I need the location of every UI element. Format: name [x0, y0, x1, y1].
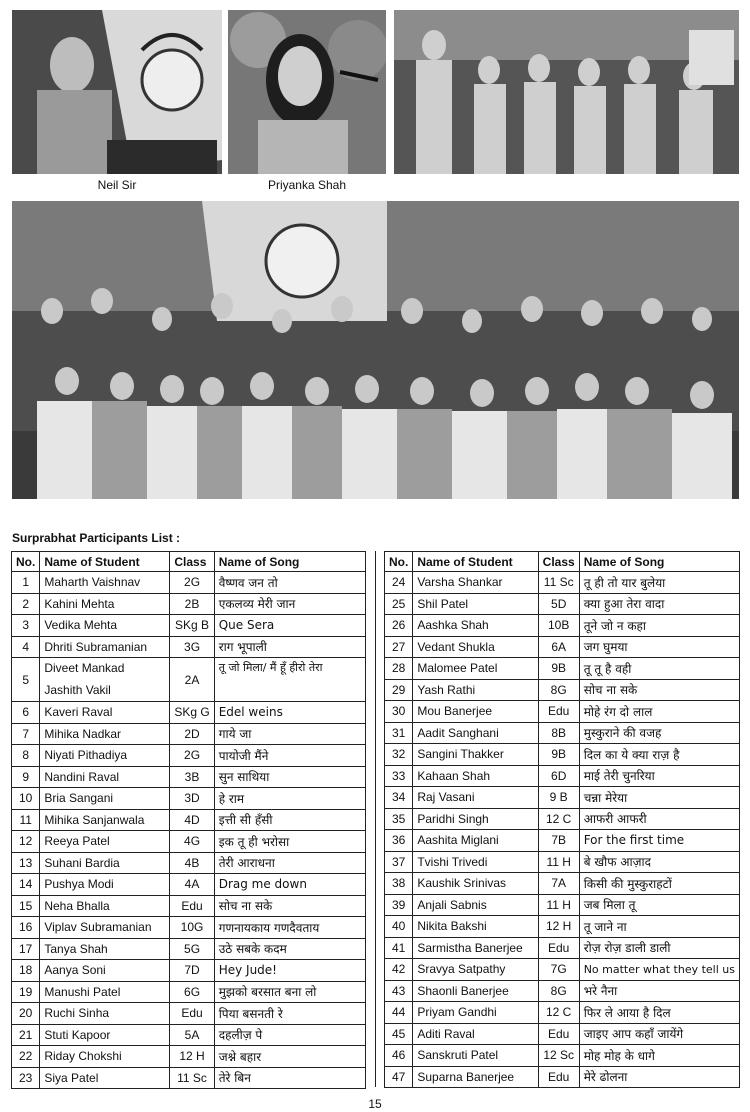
cell-name: Sangini Thakker: [413, 744, 538, 766]
table-row: [385, 679, 740, 701]
table-row: [12, 636, 366, 658]
cell-no: 17: [12, 938, 40, 960]
table-row: [12, 895, 366, 917]
cell-no: 41: [385, 937, 413, 959]
cell-no: 35: [385, 808, 413, 830]
table-row: [385, 916, 740, 938]
table-header-row: [12, 552, 366, 572]
cell-class: 7A: [538, 873, 579, 895]
cell-no: 29: [385, 679, 413, 701]
photo-priyanka-shah: [228, 10, 386, 174]
cell-name: Kaushik Srinivas: [413, 873, 538, 895]
cell-name: Mihika Sanjanwala: [40, 809, 170, 831]
cell-class: 4D: [170, 809, 214, 831]
cell-class: Edu: [538, 701, 579, 723]
cell-song: तू ही तो यार बुलेया: [579, 572, 739, 594]
cell-name: Kahaan Shah: [413, 765, 538, 787]
cell-song: जश्ने बहार: [214, 1046, 365, 1068]
cell-class: 6A: [538, 636, 579, 658]
table-row: [12, 615, 366, 637]
cell-no: 46: [385, 1045, 413, 1067]
cell-no: 11: [12, 809, 40, 831]
table-row: [385, 787, 740, 809]
cell-class: 3G: [170, 636, 214, 658]
table-row: [385, 744, 740, 766]
cell-no: 40: [385, 916, 413, 938]
cell-name: Anjali Sabnis: [413, 894, 538, 916]
cell-no: 13: [12, 852, 40, 874]
table-row: [12, 960, 366, 982]
cell-name: Mou Banerjee: [413, 701, 538, 723]
cell-class: 4G: [170, 831, 214, 853]
table-row: [12, 745, 366, 767]
cell-class: 4B: [170, 852, 214, 874]
cell-class: 12 H: [538, 916, 579, 938]
table-row: [12, 723, 366, 745]
cell-no: 30: [385, 701, 413, 723]
table-row: [385, 959, 740, 981]
cell-class: 8G: [538, 679, 579, 701]
cell-class: 8G: [538, 980, 579, 1002]
cell-song: गाये जा: [214, 723, 365, 745]
cell-class: Edu: [538, 1066, 579, 1088]
table-row: [12, 938, 366, 960]
cell-no: 9: [12, 766, 40, 788]
cell-name: Bria Sangani: [40, 788, 170, 810]
cell-song: बे खौफ आज़ाद: [579, 851, 739, 873]
cell-song: सोच ना सके: [579, 679, 739, 701]
cell-song: मोहे रंग दो लाल: [579, 701, 739, 723]
cell-no: 15: [12, 895, 40, 917]
cell-no: 43: [385, 980, 413, 1002]
cell-class: 9B: [538, 658, 579, 680]
cell-no: 14: [12, 874, 40, 896]
cell-class: 7G: [538, 959, 579, 981]
cell-no: 7: [12, 723, 40, 745]
table-row: [385, 615, 740, 637]
cell-name: Tvishi Trivedi: [413, 851, 538, 873]
cell-song: तेरी आराधना: [214, 852, 365, 874]
table-row: [385, 722, 740, 744]
cell-name: Yash Rathi: [413, 679, 538, 701]
cell-class: Edu: [170, 1003, 214, 1025]
cell-no: 8: [12, 745, 40, 767]
cell-song: जग घुमया: [579, 636, 739, 658]
cell-song: मोह मोह के धागे: [579, 1045, 739, 1067]
cell-no: 5: [12, 658, 40, 702]
cell-no: 38: [385, 873, 413, 895]
cell-class: 10G: [170, 917, 214, 939]
cell-class: 9B: [538, 744, 579, 766]
cell-class: 8B: [538, 722, 579, 744]
cell-song: तूने जो न कहा: [579, 615, 739, 637]
cell-no: 24: [385, 572, 413, 594]
cell-song: इक तू ही भरोसा: [214, 831, 365, 853]
header-name: Name of Student: [40, 552, 170, 572]
cell-name: Pushya Modi: [40, 874, 170, 896]
cell-song: आफरी आफरी: [579, 808, 739, 830]
cell-song: तेरे बिन: [214, 1067, 365, 1089]
cell-song: भरे नैना: [579, 980, 739, 1002]
caption-priyanka-shah: Priyanka Shah: [267, 178, 347, 192]
header-no: No.: [12, 552, 40, 572]
cell-song: दहलीज़ पे: [214, 1024, 365, 1046]
cell-song: हे राम: [214, 788, 365, 810]
cell-class: 2G: [170, 572, 214, 594]
table-row: [385, 1023, 740, 1045]
table-row: [12, 1024, 366, 1046]
cell-class: 5G: [170, 938, 214, 960]
cell-song: किसी की मुस्कुराहटों: [579, 873, 739, 895]
cell-name: Vedika Mehta: [40, 615, 170, 637]
cell-song: मुझको बरसात बना लो: [214, 981, 365, 1003]
cell-song: पिया बसनती रे: [214, 1003, 365, 1025]
table-row: [385, 894, 740, 916]
cell-no: 10: [12, 788, 40, 810]
cell-song: Que Sera: [214, 615, 365, 637]
cell-no: 28: [385, 658, 413, 680]
cell-name: Kaveri Raval: [40, 702, 170, 724]
cell-name: Varsha Shankar: [413, 572, 538, 594]
cell-no: 12: [12, 831, 40, 853]
cell-song: जब मिला तू: [579, 894, 739, 916]
cell-song: राग भूपाली: [214, 636, 365, 658]
table-row: [385, 636, 740, 658]
cell-class: 3B: [170, 766, 214, 788]
table-row: [12, 572, 366, 594]
table-row: [385, 765, 740, 787]
cell-no: 45: [385, 1023, 413, 1045]
cell-no: 31: [385, 722, 413, 744]
table-row: [12, 1046, 366, 1068]
cell-song: उठे सबके कदम: [214, 938, 365, 960]
table-row: [12, 981, 366, 1003]
cell-class: 6G: [170, 981, 214, 1003]
cell-song: Drag me down: [214, 874, 365, 896]
header-no: No.: [385, 552, 413, 572]
cell-no: 16: [12, 917, 40, 939]
cell-no: 25: [385, 593, 413, 615]
cell-name: Raj Vasani: [413, 787, 538, 809]
table-row: [385, 1066, 740, 1088]
table-row: [385, 701, 740, 723]
cell-class: 12 Sc: [538, 1045, 579, 1067]
cell-name: Tanya Shah: [40, 938, 170, 960]
cell-class: 2B: [170, 593, 214, 615]
cell-class: Edu: [170, 895, 214, 917]
cell-name: Aashka Shah: [413, 615, 538, 637]
table-row: [12, 874, 366, 896]
cell-song: जाइए आप कहाँ जायेंगे: [579, 1023, 739, 1045]
table-row: [12, 658, 366, 702]
table-row: [385, 572, 740, 594]
cell-class: 12 C: [538, 808, 579, 830]
table-header-row: [385, 552, 740, 572]
cell-song: माई तेरी चुनरिया: [579, 765, 739, 787]
photo-neil-sir: [12, 10, 222, 174]
cell-song: सोच ना सके: [214, 895, 365, 917]
cell-name: Aadit Sanghani: [413, 722, 538, 744]
participants-table-right: [384, 551, 740, 1088]
cell-class: 5D: [538, 593, 579, 615]
cell-name: Kahini Mehta: [40, 593, 170, 615]
cell-name: Siya Patel: [40, 1067, 170, 1089]
cell-song: तू जाने ना: [579, 916, 739, 938]
cell-name: Sarmistha Banerjee: [413, 937, 538, 959]
cell-song: सुन साथिया: [214, 766, 365, 788]
cell-name: Aashita Miglani: [413, 830, 538, 852]
cell-no: 19: [12, 981, 40, 1003]
cell-no: 26: [385, 615, 413, 637]
cell-name: Nikita Bakshi: [413, 916, 538, 938]
cell-class: 11 H: [538, 851, 579, 873]
cell-class: 11 Sc: [538, 572, 579, 594]
table-row: [385, 851, 740, 873]
cell-song: क्या हुआ तेरा वादा: [579, 593, 739, 615]
cell-no: 34: [385, 787, 413, 809]
cell-class: 9 B: [538, 787, 579, 809]
cell-song: Edel weins: [214, 702, 365, 724]
cell-class: 4A: [170, 874, 214, 896]
cell-song: रोज़ रोज़ डाली डाली: [579, 937, 739, 959]
table-row: [385, 1002, 740, 1024]
cell-no: 22: [12, 1046, 40, 1068]
cell-name: Aanya Soni: [40, 960, 170, 982]
header-name: Name of Student: [413, 552, 538, 572]
header-class: Class: [170, 552, 214, 572]
student-name: Jashith Vakil: [44, 682, 111, 697]
table-row: [12, 1067, 366, 1089]
cell-name: Suhani Bardia: [40, 852, 170, 874]
cell-name: Niyati Pithadiya: [40, 745, 170, 767]
cell-no: 36: [385, 830, 413, 852]
cell-no: 18: [12, 960, 40, 982]
cell-song: तू तू है वही: [579, 658, 739, 680]
cell-no: 1: [12, 572, 40, 594]
cell-name: [40, 658, 170, 702]
cell-no: 6: [12, 702, 40, 724]
cell-song: इत्ती सी हँसी: [214, 809, 365, 831]
cell-name: Suparna Banerjee: [413, 1066, 538, 1088]
cell-name: Mihika Nadkar: [40, 723, 170, 745]
cell-no: 23: [12, 1067, 40, 1089]
cell-song: तू जो मिला/ मैं हूँ हीरो तेरा: [214, 658, 365, 702]
cell-song: पायोजी मैंने: [214, 745, 365, 767]
table-row: [12, 917, 366, 939]
cell-class: 6D: [538, 765, 579, 787]
cell-song: फिर ले आया है दिल: [579, 1002, 739, 1024]
cell-name: Paridhi Singh: [413, 808, 538, 830]
cell-no: 2: [12, 593, 40, 615]
cell-name: Stuti Kapoor: [40, 1024, 170, 1046]
cell-class: 11 Sc: [170, 1067, 214, 1089]
cell-name: Ruchi Sinha: [40, 1003, 170, 1025]
student-name: Diveet Mankad: [44, 661, 125, 675]
cell-song: मेरे ढोलना: [579, 1066, 739, 1088]
cell-class: 3D: [170, 788, 214, 810]
cell-no: 20: [12, 1003, 40, 1025]
cell-class: Edu: [538, 1023, 579, 1045]
cell-name: Aditi Raval: [413, 1023, 538, 1045]
cell-name: Shil Patel: [413, 593, 538, 615]
cell-class: 2G: [170, 745, 214, 767]
table-row: [12, 702, 366, 724]
cell-class: 5A: [170, 1024, 214, 1046]
cell-class: 7D: [170, 960, 214, 982]
cell-song: दिल का ये क्या राज़ है: [579, 744, 739, 766]
cell-no: 44: [385, 1002, 413, 1024]
cell-song: चन्ना मेरेया: [579, 787, 739, 809]
cell-class: SKg B: [170, 615, 214, 637]
table-row: [12, 809, 366, 831]
cell-name: Neha Bhalla: [40, 895, 170, 917]
cell-class: SKg G: [170, 702, 214, 724]
caption-neil-sir: Neil Sir: [97, 178, 137, 192]
cell-name: Priyam Gandhi: [413, 1002, 538, 1024]
cell-name: Manushi Patel: [40, 981, 170, 1003]
cell-class: 12 C: [538, 1002, 579, 1024]
table-row: [385, 937, 740, 959]
cell-no: 4: [12, 636, 40, 658]
cell-no: 27: [385, 636, 413, 658]
cell-song: Hey Jude!: [214, 960, 365, 982]
cell-name: Sravya Satpathy: [413, 959, 538, 981]
header-class: Class: [538, 552, 579, 572]
cell-song: For the first time: [579, 830, 739, 852]
table-row: [385, 658, 740, 680]
cell-no: 21: [12, 1024, 40, 1046]
cell-name: Viplav Subramanian: [40, 917, 170, 939]
cell-song: No matter what they tell us: [579, 959, 739, 981]
table-row: [12, 593, 366, 615]
header-song: Name of Song: [214, 552, 365, 572]
table-row: [385, 830, 740, 852]
cell-name: Dhriti Subramanian: [40, 636, 170, 658]
cell-no: 32: [385, 744, 413, 766]
table-row: [385, 873, 740, 895]
cell-class: 12 H: [170, 1046, 214, 1068]
table-row: [385, 593, 740, 615]
page-number: 15: [368, 1097, 382, 1111]
header-song: Name of Song: [579, 552, 739, 572]
table-row: [385, 980, 740, 1002]
cell-no: 37: [385, 851, 413, 873]
cell-class: 11 H: [538, 894, 579, 916]
cell-name: Nandini Raval: [40, 766, 170, 788]
list-title: Surprabhat Participants List :: [12, 531, 181, 545]
cell-class: 2A: [170, 658, 214, 702]
photo-choir-group: [394, 10, 739, 174]
cell-name: Riday Chokshi: [40, 1046, 170, 1068]
cell-name: Reeya Patel: [40, 831, 170, 853]
cell-class: Edu: [538, 937, 579, 959]
cell-no: 39: [385, 894, 413, 916]
table-row: [12, 766, 366, 788]
table-row: [12, 788, 366, 810]
cell-name: Sanskruti Patel: [413, 1045, 538, 1067]
cell-song: गणनायकाय गणदैवताय: [214, 917, 365, 939]
participants-table-left: [11, 551, 366, 1089]
cell-class: 2D: [170, 723, 214, 745]
column-divider: [375, 551, 376, 1087]
table-row: [12, 1003, 366, 1025]
table-row: [385, 1045, 740, 1067]
cell-name: Shaonli Banerjee: [413, 980, 538, 1002]
cell-song: मुस्कुराने की वजह: [579, 722, 739, 744]
table-row: [12, 852, 366, 874]
cell-class: 10B: [538, 615, 579, 637]
cell-no: 47: [385, 1066, 413, 1088]
cell-name: Maharth Vaishnav: [40, 572, 170, 594]
cell-no: 3: [12, 615, 40, 637]
cell-name: Malomee Patel: [413, 658, 538, 680]
cell-no: 33: [385, 765, 413, 787]
photo-group-participants: [12, 201, 739, 499]
cell-song: वैष्णव जन तो: [214, 572, 365, 594]
table-row: [12, 831, 366, 853]
table-row: [385, 808, 740, 830]
cell-song: एकलव्य मेरी जान: [214, 593, 365, 615]
cell-class: 7B: [538, 830, 579, 852]
cell-name: Vedant Shukla: [413, 636, 538, 658]
cell-no: 42: [385, 959, 413, 981]
